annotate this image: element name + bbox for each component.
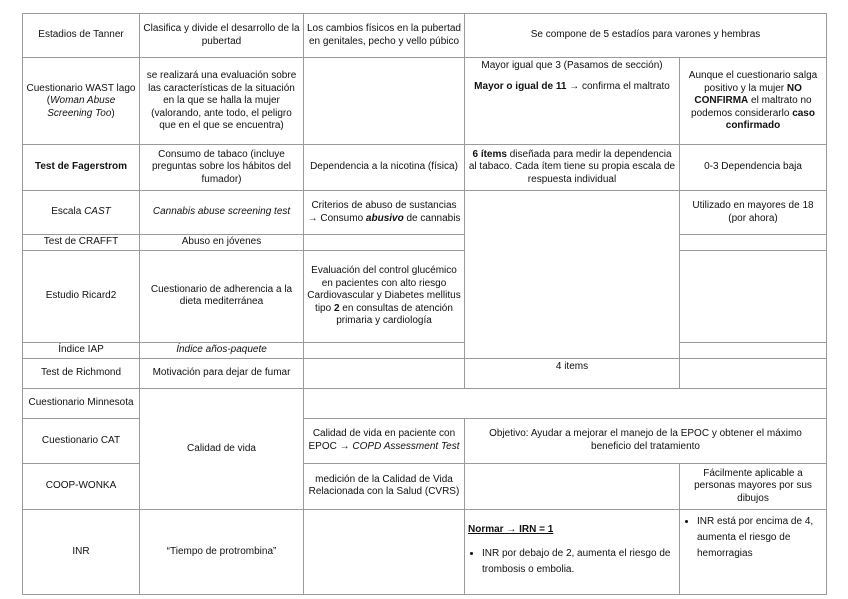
table-row bbox=[23, 342, 827, 358]
score-cell bbox=[465, 463, 680, 509]
description-cell: Clasifica y divide el desarrollo de la pubertad bbox=[140, 14, 304, 58]
detail-cell: medición de la Calidad de Vida Relacionada con la Salud (CVRS) bbox=[304, 463, 465, 509]
tests-table bbox=[22, 13, 827, 595]
description-cell: Índice años-paquete bbox=[140, 342, 304, 358]
score-line: Mayor igual que 3 (Pasamos de sección) bbox=[481, 60, 663, 72]
detail-cell: Calidad de vida en paciente con EPOC → COPD Assessment Test bbox=[304, 419, 465, 463]
score-line: Mayor o igual de 11 → confirma el maltrato bbox=[474, 80, 670, 92]
paren: ( bbox=[46, 95, 51, 107]
notes-cell: 0-3 Dependencia baja bbox=[680, 145, 827, 190]
detail-cell bbox=[304, 510, 465, 595]
score-cell bbox=[465, 190, 680, 358]
table-row bbox=[23, 145, 827, 190]
notes-cell: Se compone de 5 estadíos para varones y hembras bbox=[465, 14, 827, 58]
description-cell: Motivación para dejar de fumar bbox=[140, 358, 304, 388]
description-cell: Calidad de vida bbox=[140, 388, 304, 509]
table-row bbox=[23, 190, 827, 234]
test-name-cell: Escala CAST bbox=[23, 190, 140, 234]
paren: ) bbox=[111, 107, 115, 119]
notes-cell bbox=[680, 342, 827, 358]
description-cell: Cuestionario de adherencia a la dieta mediterránea bbox=[140, 250, 304, 342]
detail-cell bbox=[304, 342, 465, 358]
notes-cell: Aunque el cuestionario salga positivo y la mujer NO CONFIRMA el maltrato no podemos considerarlo caso confirmado bbox=[680, 58, 827, 145]
table-row bbox=[23, 58, 827, 145]
notes-cell: Fácilmente aplicable a personas mayores por sus dibujos bbox=[680, 463, 827, 509]
description-cell: se realizará una evaluación sobre las características de la situación en la que se halla la mujer (valorando, ante todo, el peligro que en el que se encuentra) bbox=[140, 58, 304, 145]
test-name-cell bbox=[23, 58, 140, 145]
detail-cell: Criterios de abuso de sustancias → Consumo abusivo de cannabis bbox=[304, 190, 465, 234]
score-cell bbox=[465, 510, 680, 595]
test-name-cell: Test de Richmond bbox=[23, 358, 140, 388]
notes-cell: Utilizado en mayores de 18 (por ahora) bbox=[680, 190, 827, 234]
normal-range: Normar → IRN = 1 bbox=[468, 523, 554, 535]
description-cell: “Tiempo de protrombina” bbox=[140, 510, 304, 595]
table-row bbox=[23, 510, 827, 595]
table-row bbox=[23, 14, 827, 58]
test-name-cell: Estudio Ricard2 bbox=[23, 250, 140, 342]
test-name-cell: Test de CRAFFT bbox=[23, 235, 140, 251]
description-cell: Cannabis abuse screening test bbox=[140, 190, 304, 234]
table-row bbox=[23, 358, 827, 388]
detail-cell: Evaluación del control glucémico en pacientes con alto riesgo Cardiovascular y Diabetes mellitus tipo 2 en consultas de atención primaria y cardiología bbox=[304, 250, 465, 342]
test-name: Cuestionario WAST lago bbox=[26, 82, 136, 94]
table-row bbox=[23, 388, 827, 418]
test-name-cell: Índice IAP bbox=[23, 342, 140, 358]
description-cell: Consumo de tabaco (incluye preguntas sobre los hábitos del fumador) bbox=[140, 145, 304, 190]
list-item: • INR está por encima de 4, aumenta el riesgo de hemorragias bbox=[697, 514, 823, 562]
table-row bbox=[23, 250, 827, 342]
score-cell bbox=[465, 58, 680, 145]
detail-cell: Los cambios físicos en la pubertad en genitales, pecho y vello púbico bbox=[304, 14, 465, 58]
detail-cell bbox=[304, 358, 465, 388]
test-name-cell: Estadios de Tanner bbox=[23, 14, 140, 58]
test-name-cell: Test de Fagerstrom bbox=[23, 145, 140, 190]
detail-cell bbox=[304, 235, 465, 251]
notes-cell bbox=[680, 358, 827, 388]
test-name-cell: Cuestionario CAT bbox=[23, 419, 140, 463]
test-fullname: Woman Abuse Screening Too bbox=[47, 95, 116, 119]
detail-cell: Dependencia a la nicotina (física) bbox=[304, 145, 465, 190]
score-cell: 6 ítems diseñada para medir la dependencia al tabaco. Cada ítem tiene su propia escala de respuesta individual bbox=[465, 145, 680, 190]
table-row bbox=[23, 235, 827, 251]
detail-cell bbox=[304, 58, 465, 145]
notes-cell bbox=[680, 510, 827, 595]
notes-cell bbox=[680, 235, 827, 251]
score-cell: Objetivo: Ayudar a mejorar el manejo de la EPOC y obtener el máximo beneficio del tratamiento bbox=[465, 419, 827, 463]
test-name-cell: COOP-WONKA bbox=[23, 463, 140, 509]
score-cell: 4 items bbox=[465, 358, 680, 388]
notes-cell bbox=[680, 250, 827, 342]
description-cell: Abuso en jóvenes bbox=[140, 235, 304, 251]
list-item: • INR por debajo de 2, aumenta el riesgo de trombosis o embolia. bbox=[482, 546, 676, 578]
test-name-cell: INR bbox=[23, 510, 140, 595]
detail-cell bbox=[304, 388, 827, 418]
test-name-cell: Cuestionario Minnesota bbox=[23, 388, 140, 418]
